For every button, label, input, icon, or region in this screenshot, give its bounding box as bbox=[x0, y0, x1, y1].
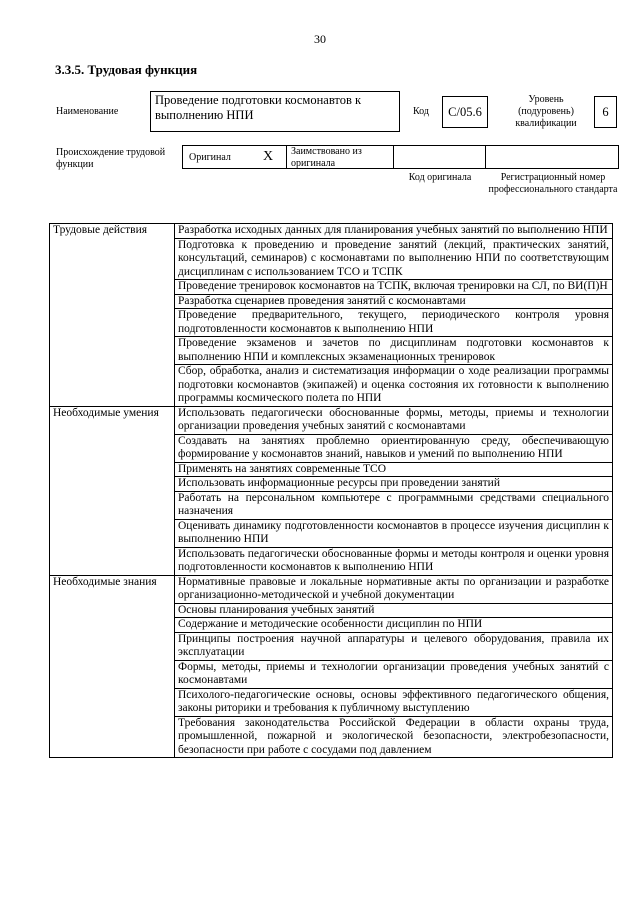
code-label: Код bbox=[413, 106, 429, 117]
original-mark: X bbox=[263, 149, 274, 164]
item-cell: Подготовка к проведению и проведение занятий (лекций, практических занятий, консультаций, семинаров) с космонавтами по выполнению НПИ по соответствующим дисциплинам с использованием ТСО и ТСПК bbox=[175, 238, 613, 280]
item-cell: Проведение экзаменов и зачетов по дисциплинам подготовки космонавтов к выполнению НПИ и комплексных экзаменационных тренировок bbox=[175, 337, 613, 365]
name-label: Наименование bbox=[56, 106, 119, 117]
level-value: 6 bbox=[594, 96, 617, 128]
item-cell: Принципы построения научной аппаратуры и целевого оборудования, правила их эксплуатации bbox=[175, 632, 613, 660]
level-label: Уровень (подуровень) квалификации bbox=[515, 94, 577, 129]
section-heading: 3.3.5. Трудовая функция bbox=[55, 62, 198, 77]
item-cell: Разработка сценариев проведения занятий с космонавтами bbox=[175, 294, 613, 309]
category-cell: Необходимые знания bbox=[50, 575, 175, 758]
code-original-caption: Код оригинала bbox=[408, 172, 472, 183]
item-cell: Проведение предварительного, текущего, периодического контроля уровня подготовленности космонавтов к выполнению НПИ bbox=[175, 309, 613, 337]
item-cell: Основы планирования учебных занятий bbox=[175, 603, 613, 618]
origin-row bbox=[182, 145, 619, 169]
item-cell: Создавать на занятиях проблемно ориентированную среду, обеспечивающую формирование у космонавтов знаний, навыков и умений по выполнению НПИ bbox=[175, 434, 613, 462]
item-cell: Требования законодательства Российской Федерации в области охраны труда, промышленной, пожарной и экологической безопасности, электробезопасности, безопасности при работе с сосудами под давлением bbox=[175, 716, 613, 758]
item-cell: Оценивать динамику подготовленности космонавтов в процессе изучения дисциплин к выполнению НПИ bbox=[175, 519, 613, 547]
item-cell: Использовать педагогически обоснованные формы и методы контроля и оценки уровня подготовленности космонавтов к выполнению НПИ bbox=[175, 547, 613, 575]
function-table bbox=[49, 223, 613, 758]
function-name: Проведение подготовки космонавтов к выполнению НПИ bbox=[150, 91, 400, 132]
item-cell: Работать на персональном компьютере с программными средствами специального назначения bbox=[175, 491, 613, 519]
item-cell: Разработка исходных данных для планирования учебных занятий по выполнению НПИ bbox=[175, 224, 613, 239]
reg-number-caption: Регистрационный номер профессионального стандарта bbox=[488, 172, 618, 195]
code-value: С/05.6 bbox=[442, 96, 488, 128]
item-cell: Нормативные правовые и локальные нормативные акты по организации и разработке организационно-методической и учебной документации bbox=[175, 575, 613, 603]
code-original-cell bbox=[394, 146, 486, 168]
item-cell: Формы, методы, приемы и технологии организации проведения учебных занятий с космонавтами bbox=[175, 660, 613, 688]
reg-number-cell bbox=[486, 146, 618, 168]
borrowed-cell bbox=[287, 146, 394, 168]
origin-label: Происхождение трудовой функции bbox=[56, 147, 166, 170]
borrowed-label: Заимствовано из оригинала bbox=[291, 146, 362, 169]
item-cell: Психолого-педагогические основы, основы эффективного педагогического общения, законы риторики и требования к публичному выступлению bbox=[175, 688, 613, 716]
table-row bbox=[50, 224, 613, 239]
table-row bbox=[50, 575, 613, 603]
category-cell: Необходимые умения bbox=[50, 406, 175, 575]
item-cell: Сбор, обработка, анализ и систематизация информации о ходе реализации программы подготовки космонавтов (экипажей) и оценка состояния их готовности к выполнению программы космического полета по НПИ bbox=[175, 365, 613, 407]
item-cell: Содержание и методические особенности дисциплин по НПИ bbox=[175, 618, 613, 633]
item-cell: Использовать педагогически обоснованные формы, методы, приемы и технологии организации проведения учебных занятий с космонавтами bbox=[175, 406, 613, 434]
item-cell: Использовать информационные ресурсы при проведении занятий bbox=[175, 477, 613, 492]
item-cell: Применять на занятиях современные ТСО bbox=[175, 462, 613, 477]
original-cell bbox=[183, 146, 287, 168]
category-cell: Трудовые действия bbox=[50, 224, 175, 407]
table-row bbox=[50, 406, 613, 434]
item-cell: Проведение тренировок космонавтов на ТСПК, включая тренировки на СЛ, по ВИ(П)Н bbox=[175, 280, 613, 295]
original-label: Оригинал bbox=[189, 152, 231, 163]
page-number: 30 bbox=[314, 32, 326, 46]
